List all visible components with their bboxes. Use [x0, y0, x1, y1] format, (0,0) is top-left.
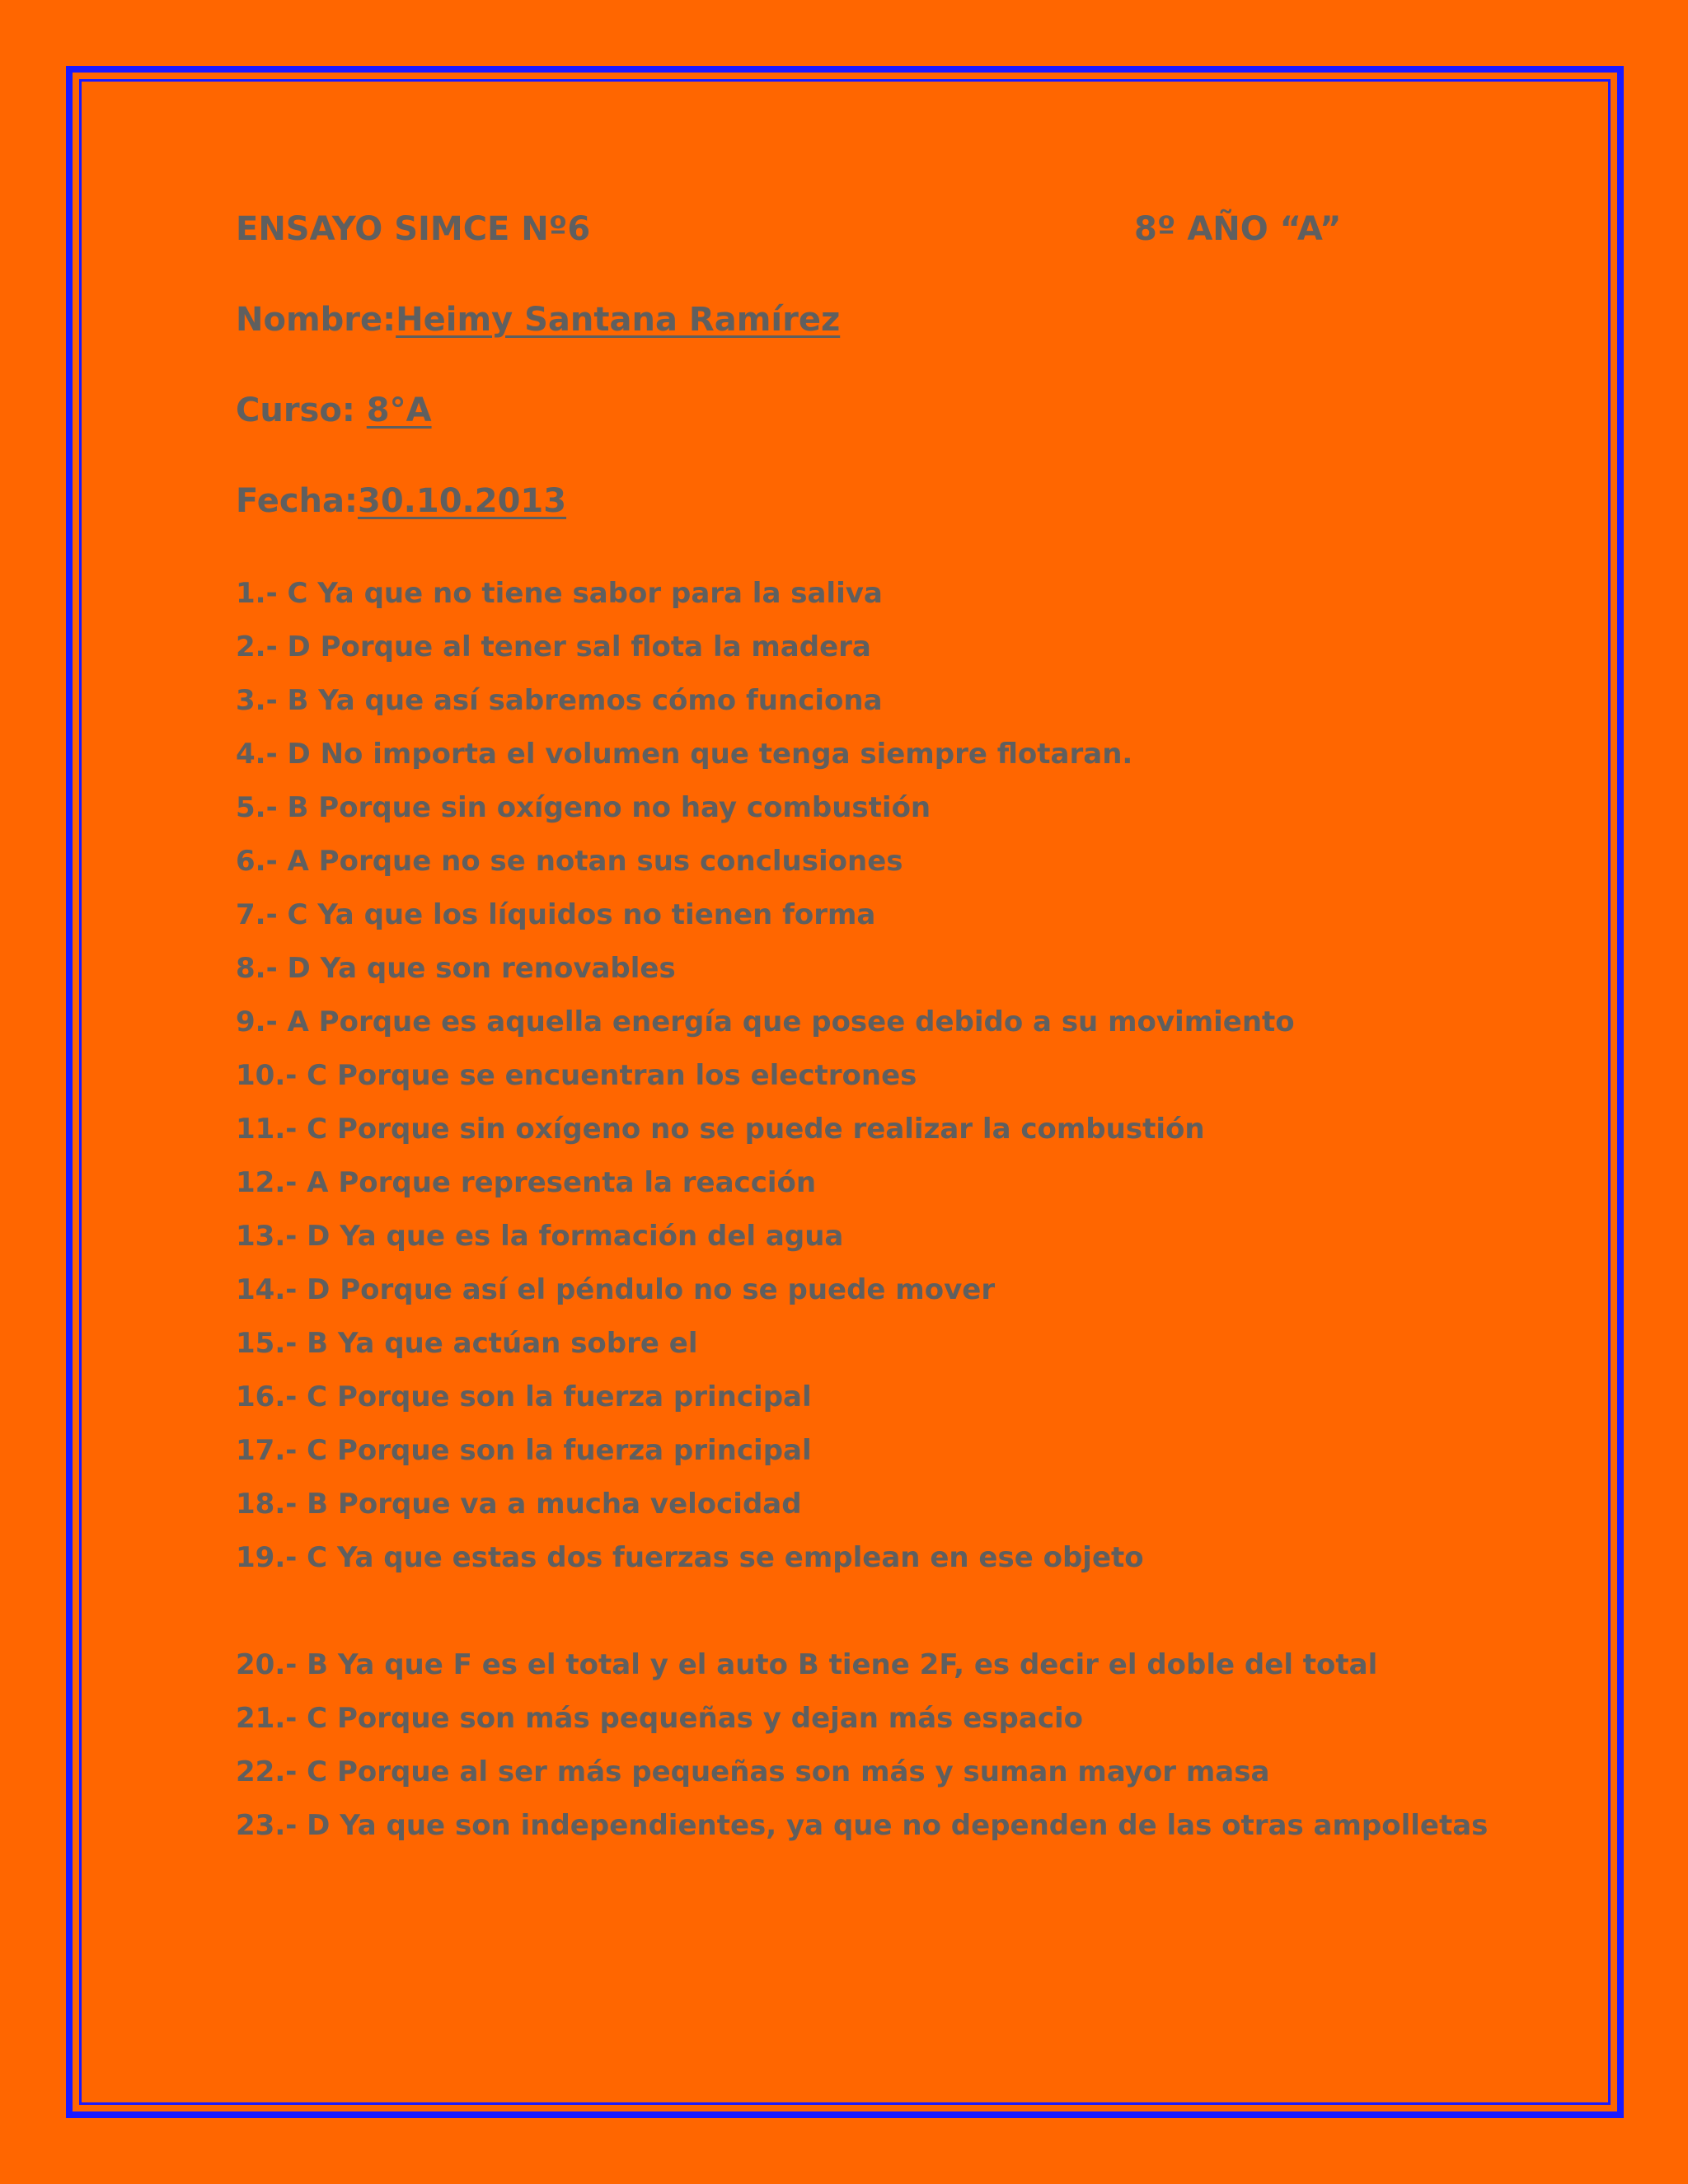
answer-item: 10.- C Porque se encuentran los electrones: [236, 1059, 917, 1092]
answer-item: 15.- B Ya que actúan sobre el: [236, 1327, 698, 1360]
name-field: [236, 295, 1522, 344]
date-field: [236, 476, 1522, 526]
course-label: Curso:: [236, 391, 367, 429]
answer-item: 9.- A Porque es aquella energía que posee debido a su movimiento: [236, 1005, 1295, 1038]
name-label: Nombre:: [236, 301, 396, 339]
answer-list: [236, 567, 1522, 1853]
answer-item: 8.- D Ya que son renovables: [236, 952, 676, 985]
document-title: ENSAYO SIMCE Nº6: [236, 210, 591, 248]
answer-item: 12.- A Porque representa la reacción: [236, 1166, 817, 1199]
date-value: 30.10.2013: [358, 482, 567, 520]
answer-item: 11.- C Porque sin oxígeno no se puede realizar la combustión: [236, 1113, 1205, 1146]
answer-item: 3.- B Ya que así sabremos cómo funciona: [236, 684, 883, 717]
answer-item: 20.- B Ya que F es el total y el auto B tiene 2F, es decir el doble del total: [236, 1648, 1378, 1681]
answer-item: 23.- D Ya que son independientes, ya que no dependen de las otras ampolletas: [236, 1809, 1489, 1842]
answer-item: 21.- C Porque son más pequeñas y dejan más espacio: [236, 1702, 1083, 1735]
date-label: Fecha:: [236, 482, 359, 520]
answer-item: 18.- B Porque va a mucha velocidad: [236, 1488, 802, 1521]
grade-label: 8º AÑO “A”: [1134, 210, 1342, 248]
name-value: Heimy Santana Ramírez: [396, 301, 841, 339]
answer-item: 19.- C Ya que estas dos fuerzas se emplean en ese objeto: [236, 1541, 1144, 1574]
answer-item: 14.- D Porque así el péndulo no se puede mover: [236, 1273, 996, 1306]
answer-item: 13.- D Ya que es la formación del agua: [236, 1220, 844, 1253]
answer-item: 6.- A Porque no se notan sus conclusiones: [236, 845, 903, 878]
course-field: [236, 386, 1522, 435]
answer-item: 16.- C Porque son la fuerza principal: [236, 1380, 812, 1413]
answer-item: 2.- D Porque al tener sal flota la madera: [236, 630, 871, 663]
document-header: [236, 204, 1522, 254]
answer-item: 17.- C Porque son la fuerza principal: [236, 1434, 812, 1467]
answer-item: 4.- D No importa el volumen que tenga siempre flotaran.: [236, 738, 1133, 771]
answer-item: 22.- C Porque al ser más pequeñas son más y suman mayor masa: [236, 1755, 1270, 1788]
course-value: 8°A: [366, 391, 432, 429]
answer-item: 1.- C Ya que no tiene sabor para la saliva: [236, 577, 883, 610]
answer-item: 5.- B Porque sin oxígeno no hay combustión: [236, 791, 931, 824]
answer-item: 7.- C Ya que los líquidos no tienen forma: [236, 898, 876, 931]
document-content: [236, 204, 1522, 1853]
